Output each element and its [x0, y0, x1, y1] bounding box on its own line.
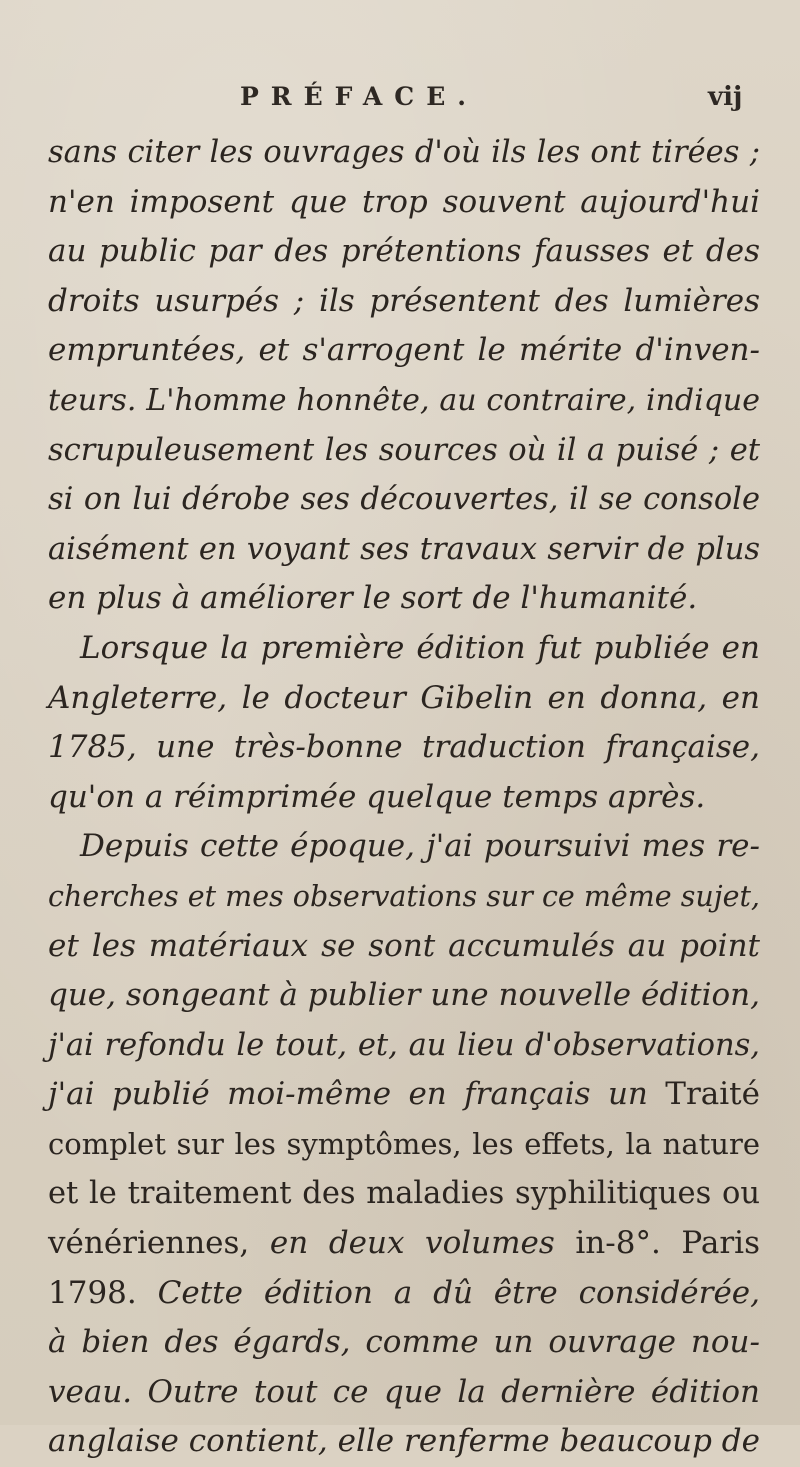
italic-segment: Cette édition a dû être considérée,: [157, 1274, 760, 1311]
text-line: Angleterre, le docteur Gibelin en donna, en: [48, 679, 760, 716]
page-header: [0, 82, 800, 122]
text-line: et les matériaux se sont accumulés au point: [48, 927, 760, 964]
text-line: sans citer les ouvrages d'où ils les ont tirées ;: [48, 135, 760, 170]
mixed-text-line: [48, 1070, 760, 1120]
roman-text-line: complet sur les symptômes, les effets, la nature: [48, 1126, 760, 1161]
text-line: si on lui dérobe ses découvertes, il se console: [48, 482, 760, 518]
mixed-text-line: [48, 1269, 760, 1319]
page-number: vij: [708, 82, 743, 112]
text-line: que, songeant à publier une nouvelle édition,: [48, 977, 760, 1014]
roman-text-line: et le traitement des maladies syphilitiques ou: [48, 1176, 760, 1212]
text-line: teurs. L'homme honnête, au contraire, indique: [48, 382, 760, 418]
roman-segment: 1798.: [48, 1274, 137, 1311]
text-line: droits usurpés ; ils présentent des lumières: [48, 282, 760, 319]
text-line: qu'on a réimprimée quelque temps après.: [48, 778, 706, 815]
text-line: à bien des égards, comme un ouvrage nou-: [48, 1324, 760, 1361]
text-line: scrupuleusement les sources où il a puisé ; et: [48, 432, 760, 468]
body-text: [48, 128, 760, 1467]
text-line: 1785, une très-bonne traduction française,: [48, 729, 760, 766]
italic-segment: j'ai publié moi-même en français un: [48, 1076, 648, 1113]
text-line: anglaise contient, elle renferme beaucoup de: [48, 1423, 760, 1460]
paragraph-start-line: Lorsque la première édition fut publiée en: [80, 629, 760, 666]
text-line: cherches et mes observations sur ce même sujet,: [48, 879, 760, 913]
text-line: n'en imposent que trop souvent aujourd'hui: [48, 183, 760, 220]
paragraph-start-line: Depuis cette époque, j'ai poursuivi mes re-: [80, 828, 760, 865]
text-line: aisément en voyant ses travaux servir de plus: [48, 531, 760, 567]
text-line: en plus à améliorer le sort de l'humanité.: [48, 580, 698, 617]
roman-segment: Traité: [665, 1076, 760, 1113]
text-line: au public par des prétentions fausses et des: [48, 233, 760, 270]
italic-segment: en deux volumes: [269, 1225, 555, 1262]
running-title: PRÉFACE.: [240, 82, 478, 111]
roman-segment: in-8°. Paris: [575, 1225, 760, 1262]
text-line: veau. Outre tout ce que la dernière édition: [48, 1373, 760, 1410]
text-line: j'ai refondu le tout, et, au lieu d'observations,: [48, 1027, 760, 1063]
text-line: empruntées, et s'arrogent le mérite d'inven-: [48, 332, 760, 369]
roman-segment: vénériennes,: [48, 1225, 250, 1262]
mixed-text-line: [48, 1219, 760, 1269]
